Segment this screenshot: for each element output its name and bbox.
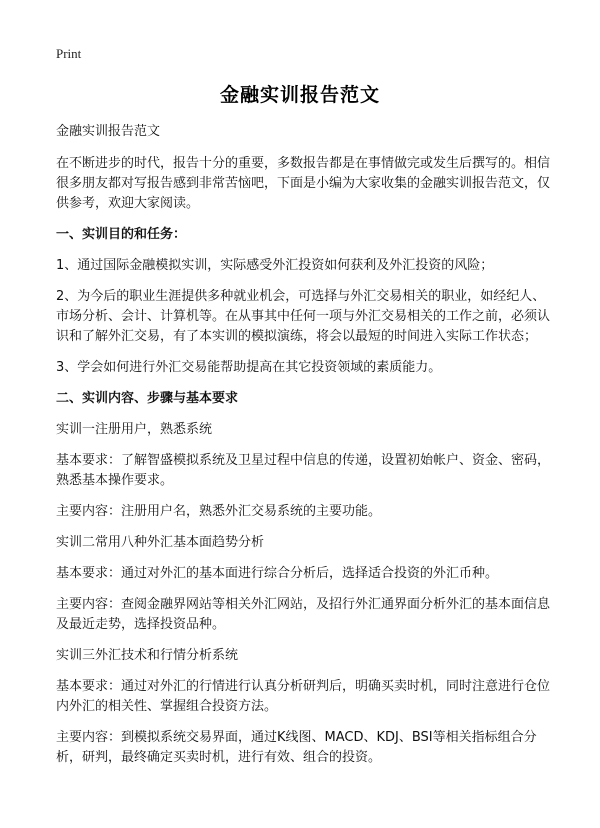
objective-item-2: 2、为今后的职业生涯提供多种就业机会，可选择与外汇交易相关的职业，如经纪人、市场分析、会计、计算机等。在从事其中任何一项与外汇交易相关的工作之前，必须认识和了解外汇交易，有了本实训的模拟演练，将会以最短的时间进入实际工作状态； <box>56 289 551 344</box>
experiment-1-content: 主要内容：注册用户名，熟悉外汇交易系统的主要功能。 <box>56 504 382 519</box>
experiment-1-title: 实训一注册用户，熟悉系统 <box>56 422 213 437</box>
section-heading-objectives: 一、实训目的和任务： <box>56 227 187 242</box>
section-heading-content: 二、实训内容、步骤与基本要求 <box>56 391 239 406</box>
objective-item-3: 3、学会如何进行外汇交易能帮助提高在其它投资领域的素质能力。 <box>56 360 442 375</box>
experiment-2-content: 主要内容：查阅金融界网站等相关外汇网站，及招行外汇通界面分析外汇的基本面信息及最近走势，选择投资品种。 <box>56 597 551 632</box>
document-body <box>56 122 556 779</box>
experiment-3-requirement: 基本要求：通过对外汇的行情进行认真分析研判后，明确买卖时机，同时注意进行仓位内外汇的相关性、掌握组合投资方法。 <box>56 679 551 714</box>
print-link[interactable]: Print <box>56 46 82 61</box>
objective-item-1: 1、通过国际金融模拟实训，实际感受外汇投资如何获利及外汇投资的风险； <box>56 258 494 273</box>
experiment-2-title: 实训二常用八种外汇基本面趋势分析 <box>56 535 265 550</box>
document-title: 金融实训报告范文 <box>219 84 380 106</box>
document-subtitle: 金融实训报告范文 <box>56 124 161 139</box>
experiment-1-requirement: 基本要求：了解智盛模拟系统及卫星过程中信息的传递，设置初始帐户、资金、密码，熟悉基本操作要求。 <box>56 453 551 488</box>
experiment-2-requirement: 基本要求：通过对外汇的基本面进行综合分析后，选择适合投资的外汇币种。 <box>56 566 499 581</box>
intro-paragraph: 在不断进步的时代，报告十分的重要，多数报告都是在事情做完或发生后撰写的。相信很多朋友都对写报告感到非常苦恼吧，下面是小编为大家收集的金融实训报告范文，仅供参考，欢迎大家阅读。 <box>56 156 551 211</box>
experiment-3-content: 主要内容：到模拟系统交易界面，通过K线图、MACD、KDJ、BSI等相关指标组合分析，研判，最终确定买卖时机，进行有效、组合的投资。 <box>56 730 537 765</box>
experiment-3-title: 实训三外汇技术和行情分析系统 <box>56 648 239 663</box>
